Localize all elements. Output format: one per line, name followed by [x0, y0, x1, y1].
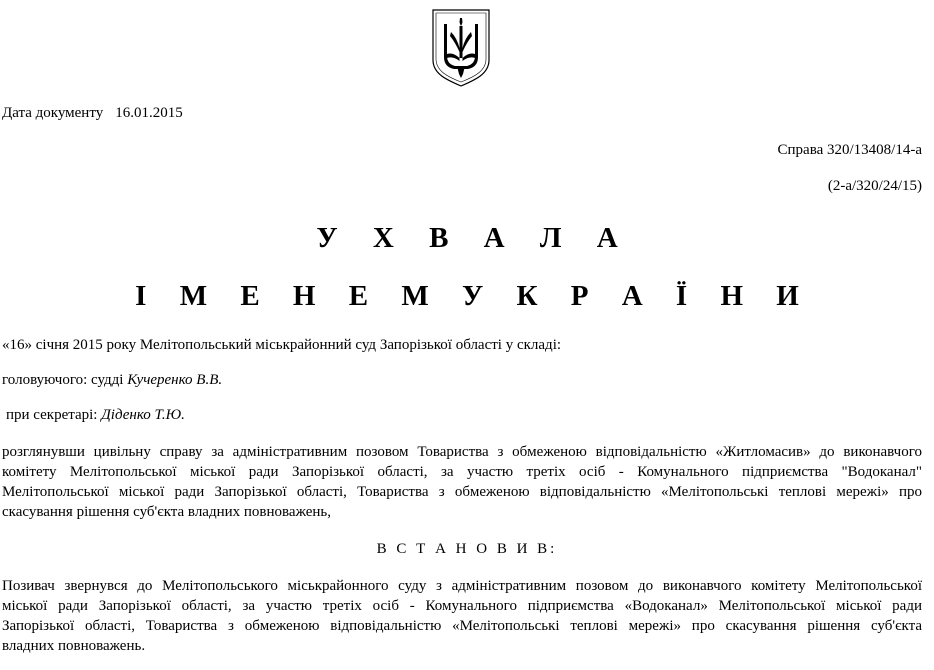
secretary-name: Діденко Т.Ю. — [101, 407, 185, 423]
presiding-label: головуючого: судді — [2, 372, 128, 388]
document-title: У Х В А Л А — [316, 222, 632, 254]
presiding-judge-line — [2, 371, 222, 389]
presiding-judge-name: Кучеренко В.В. — [127, 372, 223, 388]
paragraph-line: Позивач звернувся до Мелітопольського міськрайонного суду з адміністративним позовом до виконавчого комітету Мелітопольської — [2, 578, 922, 594]
secretary-label: при секретарі: — [6, 407, 102, 423]
court-composition-line: «16» січня 2015 року Мелітопольський міськрайонний суд Запорізької області у складі: — [2, 337, 562, 353]
coat-of-arms-icon — [431, 8, 491, 88]
case-number: Справа 320/13408/14-а — [777, 142, 922, 158]
document-date-label: Дата документу — [2, 105, 104, 121]
document-subtitle: І М Е Н Е М У К Р А Ї Н И — [135, 280, 812, 312]
paragraph-line: розглянувши цивільну справу за адміністративним позовом Товариства з обмеженою відповідальністю «Житломасив» до виконавчого — [2, 444, 922, 460]
case-number-alt: (2-а/320/24/15) — [827, 178, 922, 194]
paragraph-line: скасування рішення суб'єкта владних повноважень, — [2, 504, 332, 520]
paragraph-line: Запорізької області, Товариства з обмеженою відповідальністю «Мелітопольські теплові мережі» про скасування рішення суб'єкта — [2, 618, 922, 634]
section-heading-established: В С Т А Н О В И В: — [376, 541, 558, 557]
case-description-paragraph — [2, 442, 922, 522]
document-date-value: 16.01.2015 — [115, 105, 183, 121]
document-date-row — [2, 104, 183, 122]
paragraph-line: Мелітопольської міської ради Запорізької області, Товариства з обмеженою відповідальністю «Мелітопольські теплові мережі» про — [2, 484, 922, 500]
secretary-line — [6, 406, 185, 424]
paragraph-line: міської ради Запорізької області, за участю третіх осіб - Комунального підприємства «Водоканал» Мелітопольської міської ради — [2, 598, 922, 614]
paragraph-line: комітету Мелітопольської міської ради Запорізької області, за участю третіх осіб - Комунального підприємства "Водоканал" — [2, 464, 922, 480]
claim-paragraph — [2, 576, 922, 656]
paragraph-line: владних повноважень. — [2, 638, 146, 654]
